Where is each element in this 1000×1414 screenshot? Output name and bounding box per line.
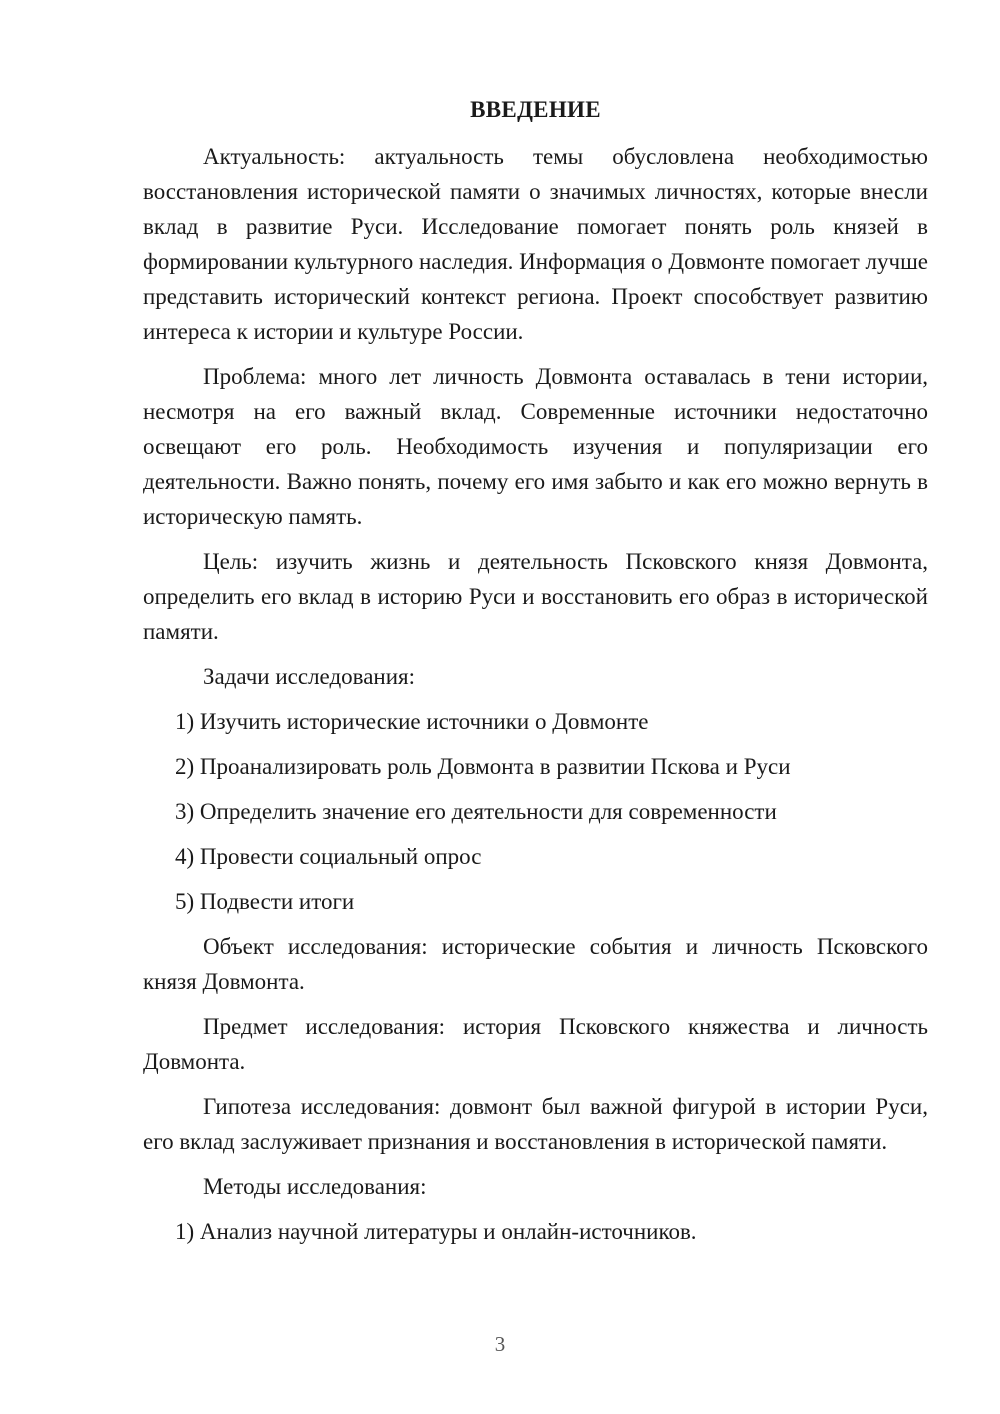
list-item: 3) Определить значение его деятельности для современности (175, 799, 777, 824)
document-title: ВВЕДЕНИЕ (470, 97, 601, 122)
list-item: 5) Подвести итоги (175, 889, 355, 914)
subject-paragraph: Предмет исследования: история Псковского княжества и личность Довмонта. (143, 1014, 928, 1074)
list-item: 1) Изучить исторические источники о Довмонте (175, 709, 649, 734)
hypothesis-paragraph: Гипотеза исследования: довмонт был важной фигурой в истории Руси, его вклад заслуживает признания и восстановления в исторической памяти. (143, 1094, 928, 1154)
list-item: 1) Анализ научной литературы и онлайн-источников. (175, 1219, 697, 1244)
object-paragraph: Объект исследования: исторические события и личность Псковского князя Довмонта. (143, 934, 928, 994)
methods-heading: Методы исследования: (203, 1174, 427, 1199)
goal-paragraph: Цель: изучить жизнь и деятельность Псковского князя Довмонта, определить его вклад в историю Руси и восстановить его образ в исторической памяти. (143, 549, 928, 644)
list-item: 2) Проанализировать роль Довмонта в развитии Пскова и Руси (175, 754, 791, 779)
document-page (143, 92, 928, 1249)
list-item: 4) Провести социальный опрос (175, 844, 482, 869)
methods-list (143, 1214, 928, 1249)
tasks-list (143, 704, 928, 919)
tasks-heading: Задачи исследования: (203, 664, 416, 689)
relevance-paragraph: Актуальность: актуальность темы обусловлена необходимостью восстановления исторической памяти о значимых личностях, которые внесли вклад в развитие Руси. Исследование помогает понять роль князей в формировании культурного наследия. Информация о Довмонте помогает лучше представить исторический контекст региона. Проект способствует развитию интереса к истории и культуре России. (143, 144, 928, 344)
problem-paragraph: Проблема: много лет личность Довмонта оставалась в тени истории, несмотря на его важный вклад. Современные источники недостаточно освещают его роль. Необходимость изучения и популяризации его деятельности. Важно понять, почему его имя забыто и как его можно вернуть в историческую память. (143, 364, 928, 529)
page-number: 3 (494, 1332, 506, 1356)
